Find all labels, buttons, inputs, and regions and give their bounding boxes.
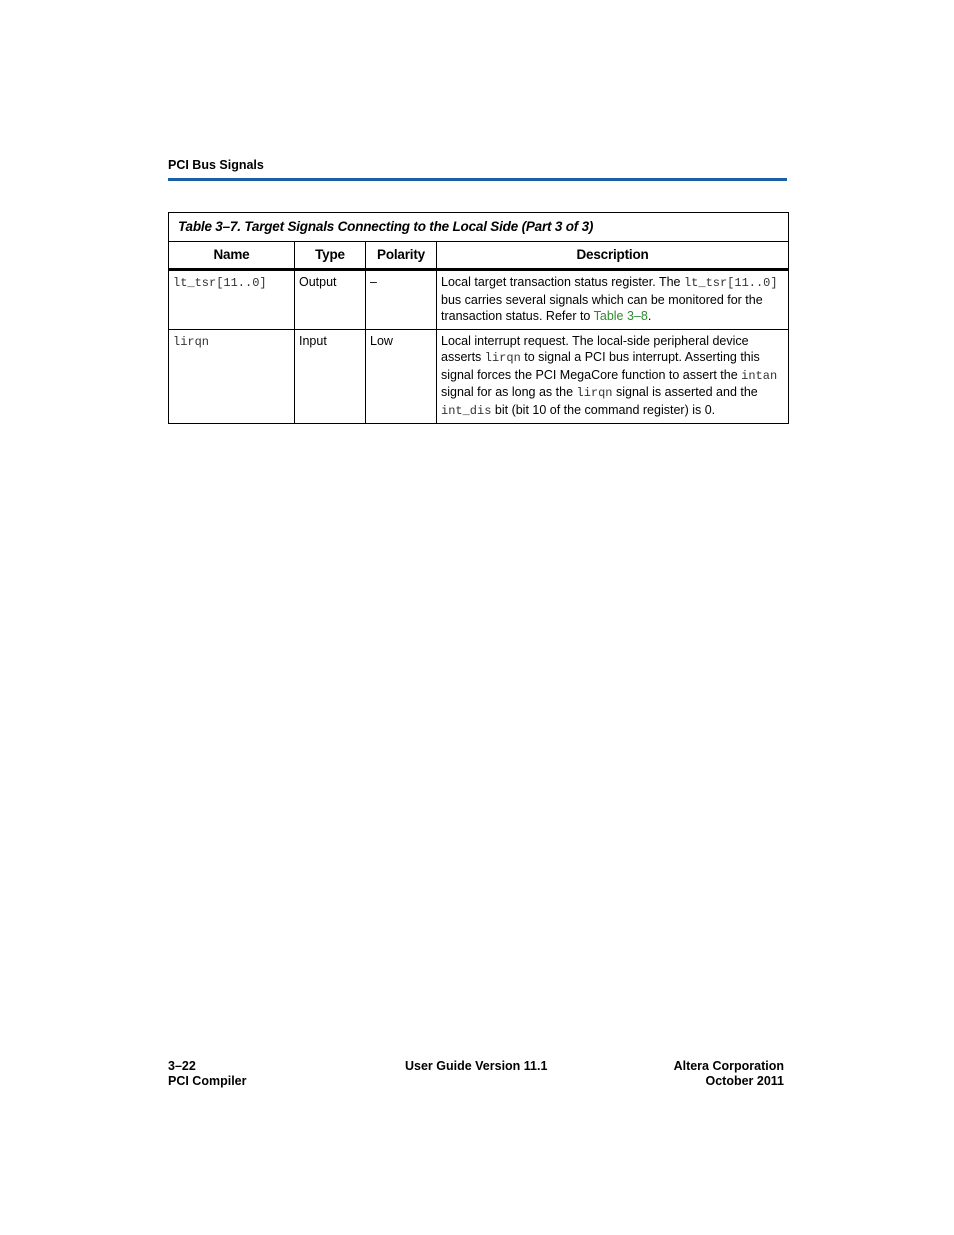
description-text: to signal a PCI bus interrupt. Asserting this signal forces the PCI MegaCore function to assert the [441,350,760,382]
signal-description [437,329,789,424]
table-header-row [169,242,789,270]
product-name: PCI Compiler [168,1074,247,1088]
signals-table-container [168,212,788,424]
company-name: Altera Corporation [673,1059,784,1073]
signal-description [437,270,789,330]
code-lirqn: lirqn [576,386,613,400]
table-3-8-link[interactable]: Table 3–8 [593,309,648,323]
publication-date: October 2011 [705,1074,784,1088]
description-text: signal for as long as the [441,385,577,399]
header-rule [168,178,787,181]
description-text: Local target transaction status register. The [441,275,684,289]
column-header-name: Name [169,242,295,270]
signal-name [169,270,295,330]
signal-type: Output [295,270,366,330]
table-row [169,329,789,424]
signal-polarity: – [366,270,437,330]
footer-right [600,1059,784,1089]
footer-left [168,1059,247,1089]
signal-name-text: lirqn [173,334,210,349]
column-header-polarity: Polarity [366,242,437,270]
description-text: signal is asserted and the [612,385,758,399]
code-intan: intan [741,368,778,383]
section-title: PCI Bus Signals [168,158,264,172]
signal-polarity: Low [366,329,437,424]
page-number: 3–22 [168,1059,196,1073]
description-text: bus carries several signals which can be monitored for the transaction status. Refer to [441,292,763,323]
guide-version: User Guide Version 11.1 [405,1059,548,1073]
code-lirqn: lirqn [484,351,521,365]
code-int-dis: int_dis [441,403,492,418]
description-text: Local interrupt request. The local-side peripheral device asserts [441,333,749,364]
table-caption: Table 3–7. Target Signals Connecting to the Local Side (Part 3 of 3) [169,213,789,242]
signal-name-text: lt_tsr[11..0] [173,276,267,290]
footer-center [405,1059,547,1074]
signal-type: Input [295,329,366,424]
description-text: . [647,309,652,323]
column-header-type: Type [295,242,366,270]
description-text: bit (bit 10 of the command register) is 0. [491,402,716,417]
signal-name [169,329,295,424]
code-lt-tsr: lt_tsr[11..0] [683,276,778,290]
column-header-description: Description [437,242,789,270]
signals-table [168,212,789,424]
table-row [169,270,789,330]
